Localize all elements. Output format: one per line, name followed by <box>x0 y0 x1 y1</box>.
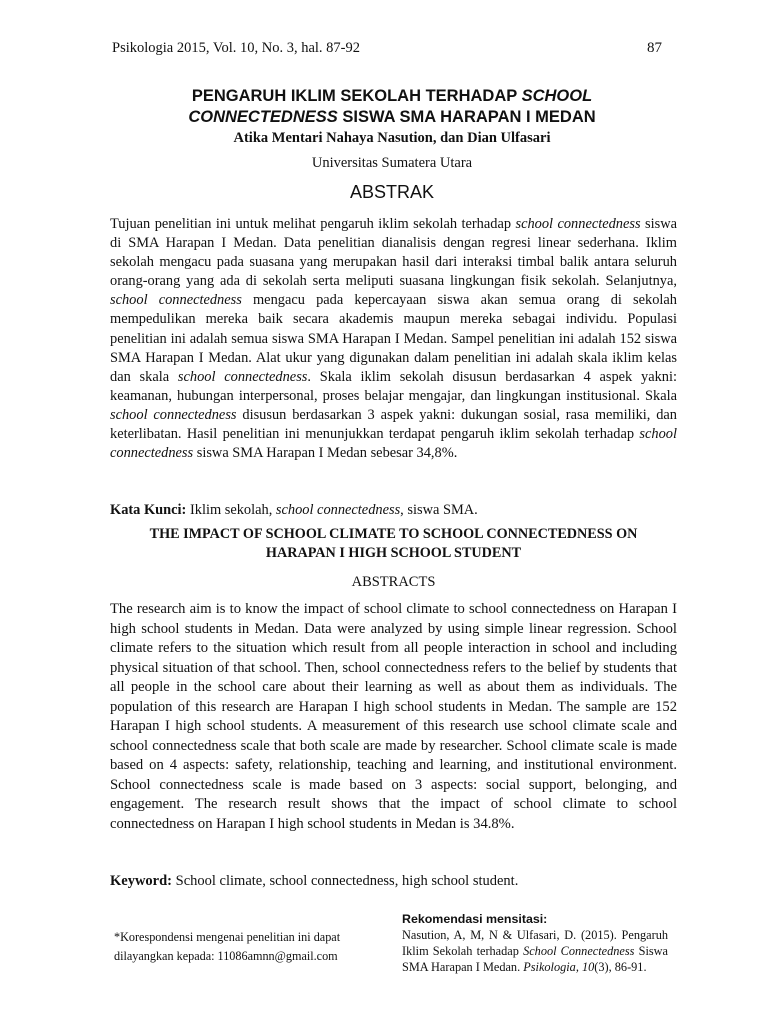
journal-citation: Psikologia 2015, Vol. 10, No. 3, hal. 87-92 <box>112 40 360 56</box>
abstrak-text: . Skala iklim sekolah disusun berdasarkan 4 aspek yakni: keamanan, hubungan interpersonal, proses belajar mengajar, dan lingkungan institusional. Skala <box>110 368 677 404</box>
abstrak-term: school connectedness <box>110 292 242 309</box>
abstrak-text: mengacu pada kepercayaan siswa akan semua orang di sekolah mempedulikan mereka baik secara akademis maupun mereka sebagai individu. Populasi penelitian ini adalah semua siswa SMA Harapan I Medan. Sampel penelitian ini adalah 152 siswa SMA Harapan I Medan. Alat ukur yang digunakan dalam penelitian ini adalah skala iklim kelas dan skala <box>110 292 678 385</box>
abstrak-term: school connectedness <box>177 368 308 385</box>
footnote-line2: dilayangkan kepada: 11086amnn@gmail.com <box>114 949 338 963</box>
authors: Atika Mentari Nahaya Nasution, dan Dian Ulfasari <box>233 130 551 146</box>
kata-kunci-text: Iklim sekolah, <box>186 502 276 518</box>
title-line1-main: PENGARUH IKLIM SEKOLAH TERHADAP <box>191 87 522 105</box>
abstrak-body <box>110 215 677 463</box>
title-line2-italic: CONNECTEDNESS <box>188 108 338 126</box>
abstrak-text: Tujuan penelitian ini untuk melihat pengaruh iklim sekolah terhadap <box>110 216 516 232</box>
kata-kunci <box>110 502 677 519</box>
citation-text: Nasution, A, M, N & Ulfasari, D. (2015). Pengaruh Iklim Sekolah terhadap <box>402 928 668 959</box>
abstrak-term: school connectedness <box>110 406 237 423</box>
kata-kunci-term: school connectedness <box>275 502 401 518</box>
citation-journal: Psikologia, 10 <box>523 960 595 975</box>
abstracts-heading: ABSTRACTS <box>351 574 436 590</box>
title-line2-main: SISWA SMA HARAPAN I MEDAN <box>337 108 596 126</box>
citation-text: (3), 86-91. <box>594 960 647 975</box>
footnote-line1: *Korespondensi mengenai penelitian ini dapat <box>114 930 341 944</box>
affiliation: Universitas Sumatera Utara <box>311 155 473 171</box>
keyword-line <box>110 873 677 890</box>
kata-kunci-text: , siswa SMA. <box>400 502 478 518</box>
english-title <box>110 525 677 563</box>
abstracts-body: The research aim is to know the impact of school climate to school connectedness on Harapan I high school students in Medan. Data were analyzed by using simple linear regression. School climate refers to the situation which result from all people interaction in school and including physical situation of that school. Then, school connectedness refers to the belief by students that all people in the school care about their learning as well as about them as individuals. The population of this research are Harapan I high school students in Medan. The sample are 152 Harapan I high school students. A measurement of this research use school climate scale and school connectedness scale that both scale are made by researcher. School climate scale is made based on 4 aspects: safety, relationship, teaching and learning, and institutional environment. School connectedness scale is made based on 3 aspects: social support, belonging, and engagement. The research result shows that the impact of school climate to school connectedness on Harapan I high school students in Medan is 34.8%. <box>110 601 677 832</box>
abstrak-text: disusun berdasarkan 3 aspek yakni: dukungan sosial, rasa memiliki, dan keterlibatan. Hasil penelitian ini menunjukkan terdapat pengaruh iklim sekolah terhadap <box>110 406 677 443</box>
citation-recommendation <box>402 912 668 976</box>
english-title-line1: THE IMPACT OF SCHOOL CLIMATE TO SCHOOL CONNECTEDNESS ON <box>149 526 638 542</box>
paper-title <box>100 86 684 128</box>
citation-heading: Rekomendasi mensitasi: <box>402 912 548 926</box>
citation-term: School Connectedness <box>523 944 635 959</box>
kata-kunci-label: Kata Kunci: <box>110 502 187 518</box>
correspondence-footnote <box>114 928 382 966</box>
abstrak-term: school connectedness <box>110 426 677 462</box>
abstrak-heading: ABSTRAK <box>349 182 435 202</box>
title-line1-italic: SCHOOL <box>521 87 593 105</box>
running-header <box>112 40 662 62</box>
keyword-text: School climate, school connectedness, high school student. <box>172 873 519 889</box>
keyword-label: Keyword: <box>110 873 173 889</box>
english-title-line2: HARAPAN I HIGH SCHOOL STUDENT <box>265 545 522 561</box>
citation-text: Siswa SMA Harapan I Medan. <box>402 944 668 975</box>
abstrak-text: siswa di SMA Harapan I Medan. Data penelitian dianalisis dengan regresi linear sederhana. Iklim sekolah mengacu pada suasana yang merupakan hasil dari interaksi timbal balik antara seluruh orang-orang yang ada di sekolah serta meliputi suasana lingkungan fisik sekolah. Selanjutnya, <box>110 216 678 290</box>
abstrak-term: school connectedness <box>515 216 641 232</box>
page-number: 87 <box>647 40 662 56</box>
citation-body <box>402 927 668 976</box>
abstrak-text: siswa SMA Harapan I Medan sebesar 34,8%. <box>193 445 458 462</box>
